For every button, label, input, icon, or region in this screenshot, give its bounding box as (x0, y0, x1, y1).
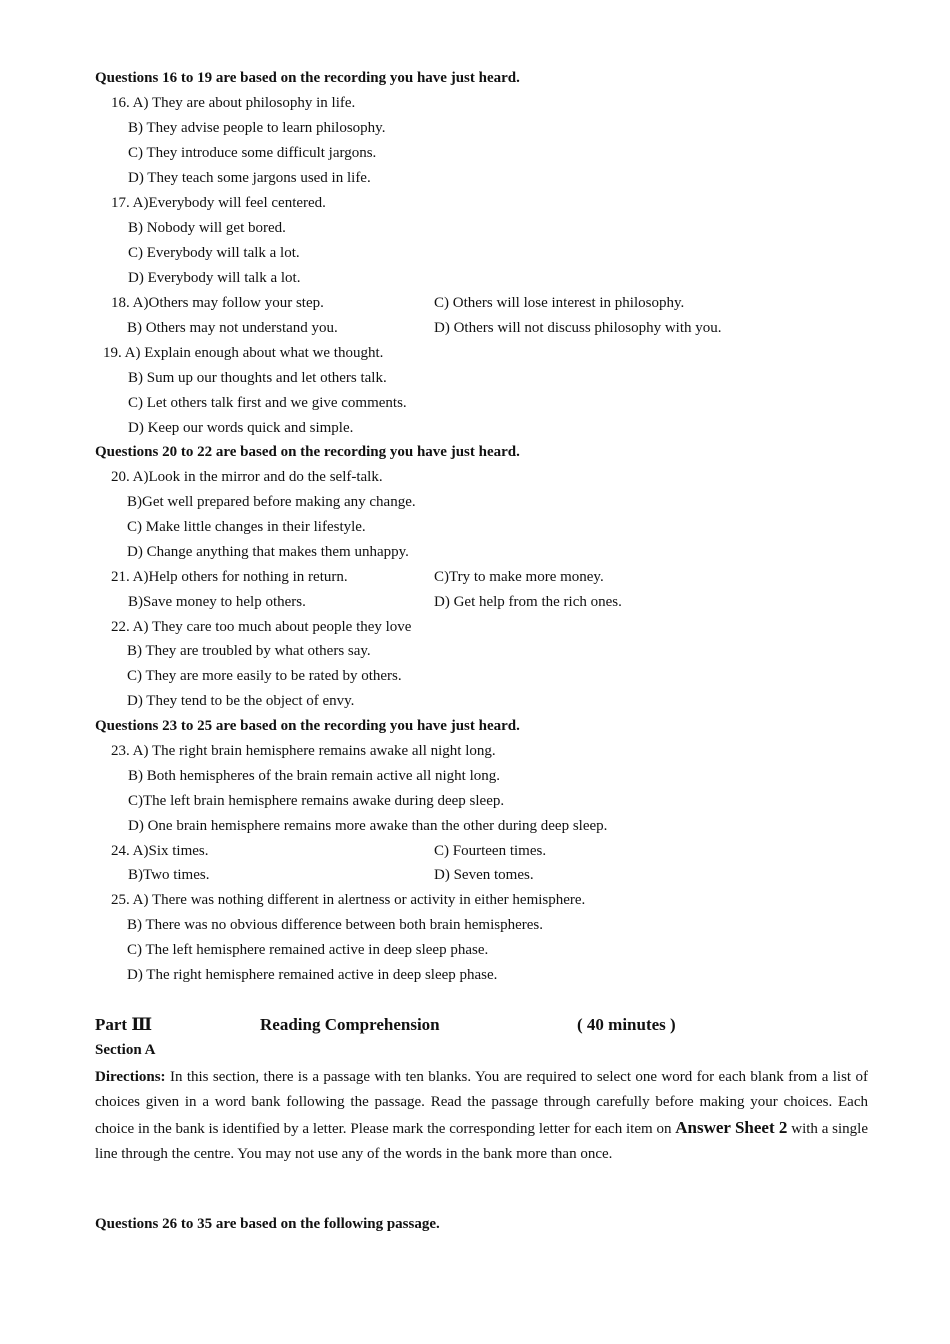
q22-option-d: D) They tend to be the object of envy. (127, 693, 355, 709)
q20-option-d: D) Change anything that makes them unhappy. (127, 544, 409, 560)
q19-option-a: 19. A) Explain enough about what we thought. (103, 345, 384, 361)
q18-option-a: 18. A)Others may follow your step. (111, 295, 324, 311)
q17-option-b: B) Nobody will get bored. (128, 220, 286, 236)
q23-option-a: 23. A) The right brain hemisphere remains awake all night long. (111, 743, 496, 759)
q16-option-c: C) They introduce some difficult jargons. (128, 145, 377, 161)
q21-option-a: 21. A)Help others for nothing in return. (111, 569, 348, 585)
q24-option-d: D) Seven tomes. (434, 867, 534, 883)
directions-text-2: with a single line through the centre. You may not use any of the words in the bank more than once. (95, 1121, 868, 1162)
part-label: Part Ⅲ (95, 1015, 153, 1034)
q19-option-d: D) Keep our words quick and simple. (128, 420, 354, 436)
q24-option-c: C) Fourteen times. (434, 843, 547, 859)
q25-option-a: 25. A) There was nothing different in alertness or activity in either hemisphere. (111, 892, 586, 908)
q17-option-d: D) Everybody will talk a lot. (128, 270, 301, 286)
q21-option-d: D) Get help from the rich ones. (434, 594, 622, 610)
q22-option-a: 22. A) They care too much about people they love (111, 619, 412, 635)
q16-option-a: 16. A) They are about philosophy in life. (111, 95, 356, 111)
directions-label: Directions: (95, 1069, 166, 1085)
q16-option-d: D) They teach some jargons used in life. (128, 170, 371, 186)
q24-option-b: B)Two times. (128, 867, 210, 883)
q23-option-b: B) Both hemispheres of the brain remain active all night long. (128, 768, 500, 784)
q22-option-c: C) They are more easily to be rated by others. (127, 668, 402, 684)
answer-sheet-label: Answer Sheet 2 (675, 1118, 788, 1137)
section-label: Section A (95, 1042, 156, 1058)
q16-option-b: B) They advise people to learn philosophy. (128, 120, 386, 136)
q24-option-a: 24. A)Six times. (111, 843, 209, 859)
q21-option-b: B)Save money to help others. (128, 594, 306, 610)
q17-option-a: 17. A)Everybody will feel centered. (111, 195, 326, 211)
q20-option-a: 20. A)Look in the mirror and do the self-talk. (111, 469, 383, 485)
q20-option-c: C) Make little changes in their lifestyle. (127, 519, 366, 535)
q20-option-b: B)Get well prepared before making any change. (127, 494, 416, 510)
group-header-16-19: Questions 16 to 19 are based on the recording you have just heard. (95, 70, 520, 86)
q18-option-d: D) Others will not discuss philosophy with you. (434, 320, 722, 336)
q23-option-d: D) One brain hemisphere remains more awake than the other during deep sleep. (128, 818, 608, 834)
q19-option-c: C) Let others talk first and we give comments. (128, 395, 407, 411)
q18-option-c: C) Others will lose interest in philosophy. (434, 295, 685, 311)
directions-text-1: In this section, there is a passage with ten blanks. You are required to select one word for each blank from a list of choices given in a word bank following the passage. Read the passage through carefully before making your choices. Each choice in the bank is identified by a letter. Please mark the corresponding letter for each item on (95, 1069, 868, 1137)
group-header-20-22: Questions 20 to 22 are based on the recording you have just heard. (95, 444, 520, 460)
q25-option-d: D) The right hemisphere remained active in deep sleep phase. (127, 967, 498, 983)
passage-header: Questions 26 to 35 are based on the following passage. (95, 1216, 440, 1232)
directions-paragraph (95, 1065, 868, 1167)
group-header-23-25: Questions 23 to 25 are based on the recording you have just heard. (95, 718, 520, 734)
q23-option-c: C)The left brain hemisphere remains awake during deep sleep. (128, 793, 505, 809)
q18-option-b: B) Others may not understand you. (127, 320, 338, 336)
q25-option-c: C) The left hemisphere remained active in deep sleep phase. (127, 942, 489, 958)
part-title: Reading Comprehension (260, 1015, 440, 1034)
q25-option-b: B) There was no obvious difference between both brain hemispheres. (127, 917, 543, 933)
q21-option-c: C)Try to make more money. (434, 569, 604, 585)
part-time: ( 40 minutes ) (577, 1015, 676, 1034)
q17-option-c: C) Everybody will talk a lot. (128, 245, 300, 261)
q22-option-b: B) They are troubled by what others say. (127, 643, 371, 659)
q19-option-b: B) Sum up our thoughts and let others talk. (128, 370, 387, 386)
